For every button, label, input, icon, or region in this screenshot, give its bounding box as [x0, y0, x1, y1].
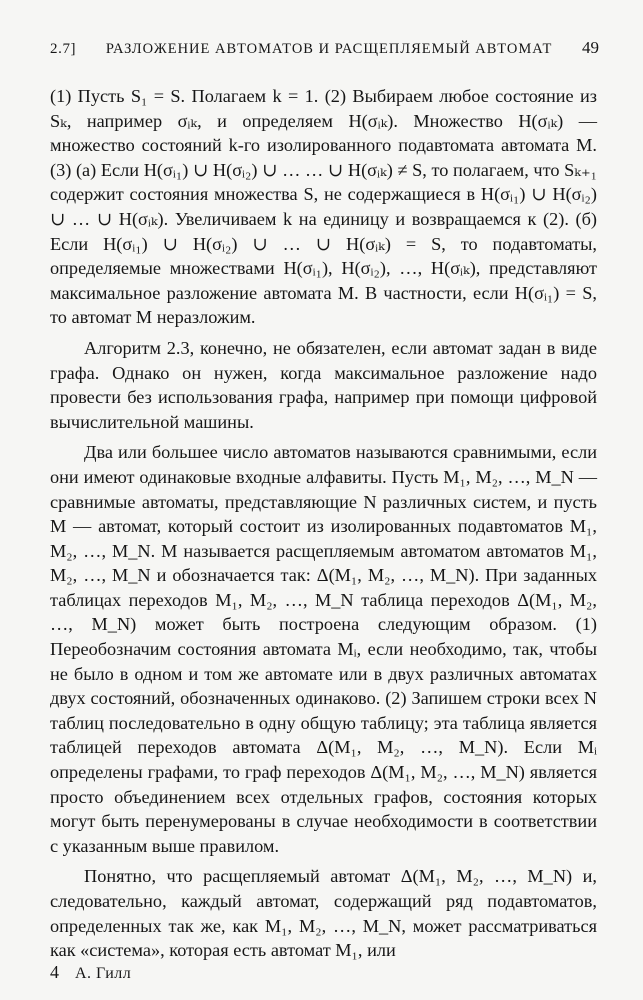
signature-number: 4: [50, 962, 59, 982]
page-body: [50, 84, 597, 969]
signature-author: А. Гилл: [75, 965, 132, 982]
section-number: 2.7]: [50, 41, 77, 57]
paragraph-split-automaton-definition: Два или большее число автоматов называются сравнимыми, если они имеют одинаковые входные алфавиты. Пусть M₁, M₂, …, M_N — сравнимые автоматы, представляющие N различных систем, и пусть M — автомат, который состоит из изолированных подавтоматов M₁, M₂, …, M_N. M называется расщепляемым автоматом автоматов M₁, M₂, …, M_N и обозначается так: Δ(M₁, M₂, …, M_N). При заданных таблицах переходов M₁, M₂, …, M_N таблица переходов Δ(M₁, M₂, …, M_N) может быть построена следующим образом. (1) Переобозначим состояния автомата Mᵢ, если необходимо, так, чтобы не было в одном и том же автомате или в двух различных автоматах двух состояний, обозначенных одинаково. (2) Запишем строки всех N таблиц последовательно в одну общую таблицу; эта таблица является таблицей переходов автомата Δ(M₁, M₂, …, M_N). Если Mᵢ определены графами, то граф переходов Δ(M₁, M₂, …, M_N) является просто объединением всех отдельных графов, состояния которых могут быть перенумерованы в случае необходимости в соответствии с указанным выше правилом.: [50, 442, 597, 856]
running-header: [50, 38, 599, 58]
page-number: 49: [582, 38, 599, 57]
paragraph-algorithm-note: Алгоритм 2.3, конечно, не обязателен, если автомат задан в виде графа. Однако он нужен, когда максимальное разложение надо провести без использования графа, например при помощи цифровой вычислительной машины.: [50, 337, 597, 432]
paragraph-conclusion: Понятно, что расщепляемый автомат Δ(M₁, M₂, …, M_N) и, следовательно, каждый автомат, содержащий ряд подавтоматов, определенных так же, как M₁, M₂, …, M_N, может рассматриваться как «система», которая есть автомат M₁, или: [50, 866, 597, 961]
running-title: РАЗЛОЖЕНИЕ АВТОМАТОВ И РАСЩЕПЛЯЕМЫЙ АВТОМАТ: [105, 41, 553, 57]
signature-footer: [50, 962, 131, 983]
paragraph-algorithm-steps: (1) Пусть S₁ = S. Полагаем k = 1. (2) Выбираем любое состояние из Sₖ, например σᵢₖ, и определяем H(σᵢₖ). Множество H(σᵢₖ) — множество состояний k-го изолированного подавтомата автомата M. (3) (a) Если H(σᵢ₁) ∪ H(σᵢ₂) ∪ … … ∪ H(σᵢₖ) ≠ S, то полагаем, что Sₖ₊₁ содержит состояния множества S, не содержащиеся в H(σᵢ₁) ∪ H(σᵢ₂) ∪ … ∪ H(σᵢₖ). Увеличиваем k на единицу и возвращаемся к (2). (б) Если H(σᵢ₁) ∪ H(σᵢ₂) ∪ … ∪ H(σᵢₖ) = S, то подавтоматы, определяемые множествами H(σᵢ₁), H(σᵢ₂), …, H(σᵢₖ), представляют максимальное разложение автомата M. В частности, если H(σᵢ₁) = S, то автомат M неразложим.: [50, 86, 597, 328]
